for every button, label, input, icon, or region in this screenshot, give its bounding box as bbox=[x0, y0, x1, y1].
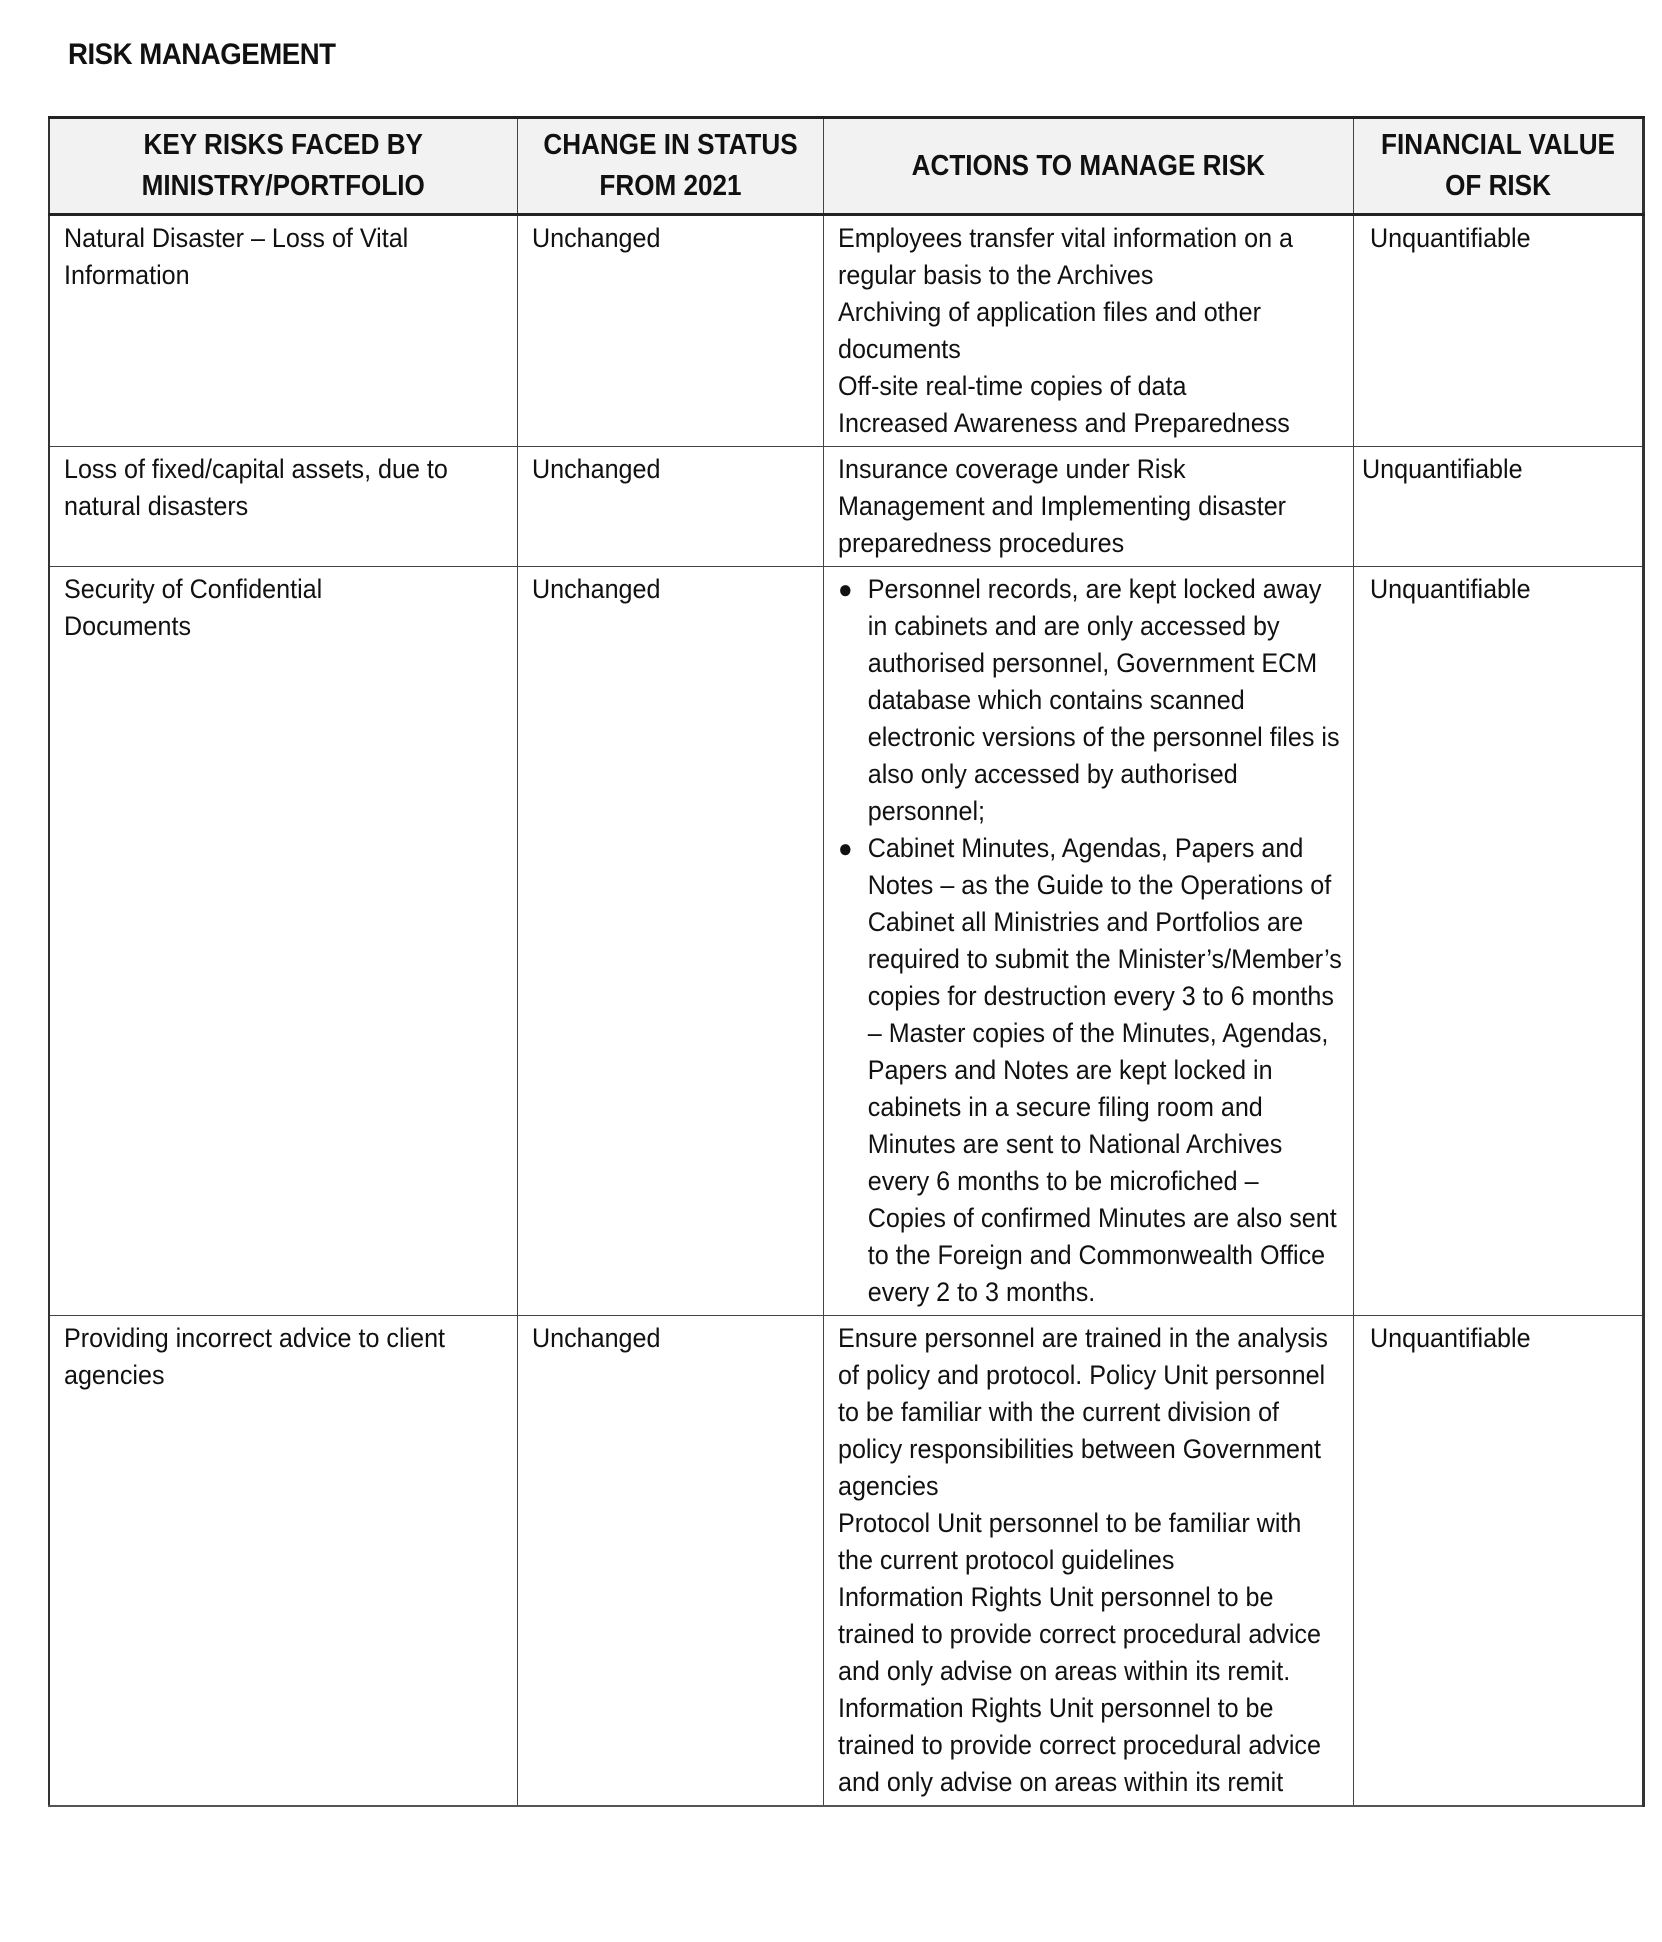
action-line: Increased Awareness and Preparedness bbox=[837, 408, 1290, 438]
actions-cell bbox=[823, 1316, 1353, 1807]
financial-value-text: Unquantifiable bbox=[1361, 454, 1523, 484]
status-cell bbox=[517, 447, 823, 567]
financial-value-text: Unquantifiable bbox=[1369, 1323, 1531, 1353]
actions-list bbox=[838, 451, 1337, 562]
risk-text: Loss of fixed/capital assets, due to natural disasters bbox=[64, 454, 448, 521]
bullet-text: Cabinet Minutes, Agendas, Papers and Notes – as the Guide to the Operations of Cabinet all Ministries and Portfolios are required to submit the Minister’s/Member’s copies for destruction every 3 to 6 months – Master copies of the Minutes, Agendas, Papers and Notes are kept locked in cabinets in a secure filing room and Minutes are sent to National Archives every 6 months to be microfiched – Copies of confirmed Minutes are also sent to the Foreign and Commonwealth Office every 2 to 3 months. bbox=[867, 833, 1342, 1307]
table-row bbox=[49, 567, 1643, 1316]
page-title: RISK MANAGEMENT bbox=[68, 38, 336, 71]
actions-cell bbox=[823, 215, 1353, 447]
financial-value-text: Unquantifiable bbox=[1369, 574, 1531, 604]
header-key-risks-label: KEY RISKS FACED BY MINISTRY/PORTFOLIO bbox=[141, 129, 425, 202]
table-row bbox=[49, 1316, 1643, 1807]
bullet-icon: ● bbox=[837, 833, 853, 863]
status-text: Unchanged bbox=[531, 1323, 660, 1353]
header-financial-value-label: FINANCIAL VALUE OF RISK bbox=[1380, 129, 1615, 202]
table-body bbox=[49, 215, 1643, 1807]
action-line: Protocol Unit personnel to be familiar with the current protocol guidelines bbox=[837, 1508, 1301, 1575]
status-text: Unchanged bbox=[531, 454, 660, 484]
actions-cell bbox=[823, 567, 1353, 1316]
bullet-item bbox=[837, 571, 1342, 830]
action-line: Ensure personnel are trained in the analysis of policy and protocol. Policy Unit personnel to be familiar with the current division of policy responsibilities between Government agencies bbox=[837, 1323, 1328, 1501]
status-cell bbox=[517, 1316, 823, 1807]
header-actions-label: ACTIONS TO MANAGE RISK bbox=[911, 149, 1265, 182]
risk-cell bbox=[49, 447, 517, 567]
header-change-in-status bbox=[517, 118, 823, 215]
status-cell bbox=[517, 215, 823, 447]
bullet-item bbox=[837, 830, 1342, 1311]
bullet-icon: ● bbox=[837, 574, 853, 604]
header-row bbox=[49, 118, 1643, 215]
action-line: Employees transfer vital information on a regular basis to the Archives bbox=[837, 223, 1293, 290]
header-change-in-status-label: CHANGE IN STATUS FROM 2021 bbox=[542, 129, 798, 202]
action-line: Archiving of application files and other documents bbox=[837, 297, 1261, 364]
status-text: Unchanged bbox=[531, 574, 660, 604]
actions-list bbox=[838, 1320, 1337, 1801]
header-actions bbox=[823, 118, 1353, 215]
financial-value-text: Unquantifiable bbox=[1369, 223, 1531, 253]
table-header bbox=[49, 118, 1643, 215]
risk-cell bbox=[49, 567, 517, 1316]
financial-value-cell bbox=[1353, 1316, 1643, 1807]
header-key-risks bbox=[49, 118, 517, 215]
financial-value-cell bbox=[1353, 567, 1643, 1316]
risk-text: Security of Confidential Documents bbox=[64, 574, 323, 641]
header-financial-value bbox=[1353, 118, 1643, 215]
risk-management-table bbox=[48, 116, 1645, 1807]
risk-text: Natural Disaster – Loss of Vital Information bbox=[64, 223, 409, 290]
risk-cell bbox=[49, 215, 517, 447]
action-line: Insurance coverage under Risk Management and Implementing disaster preparedness procedures bbox=[837, 454, 1286, 558]
actions-cell bbox=[823, 447, 1353, 567]
bullet-list bbox=[838, 571, 1343, 1311]
financial-value-cell bbox=[1353, 447, 1643, 567]
actions-list bbox=[838, 571, 1343, 1311]
actions-list bbox=[838, 220, 1337, 442]
table-row bbox=[49, 447, 1643, 567]
action-line: Information Rights Unit personnel to be trained to provide correct procedural advice and only advise on areas within its remit bbox=[837, 1693, 1321, 1797]
status-text: Unchanged bbox=[531, 223, 660, 253]
action-line: Information Rights Unit personnel to be trained to provide correct procedural advice and only advise on areas within its remit. bbox=[837, 1582, 1321, 1686]
table-row bbox=[49, 215, 1643, 447]
status-cell bbox=[517, 567, 823, 1316]
risk-cell bbox=[49, 1316, 517, 1807]
financial-value-cell bbox=[1353, 215, 1643, 447]
action-line: Off-site real-time copies of data bbox=[837, 371, 1186, 401]
risk-text: Providing incorrect advice to client agencies bbox=[64, 1323, 446, 1390]
bullet-text: Personnel records, are kept locked away in cabinets and are only accessed by authorised personnel, Government ECM database which contains scanned electronic versions of the personnel files is also only accessed by authorised personnel; bbox=[867, 574, 1340, 826]
